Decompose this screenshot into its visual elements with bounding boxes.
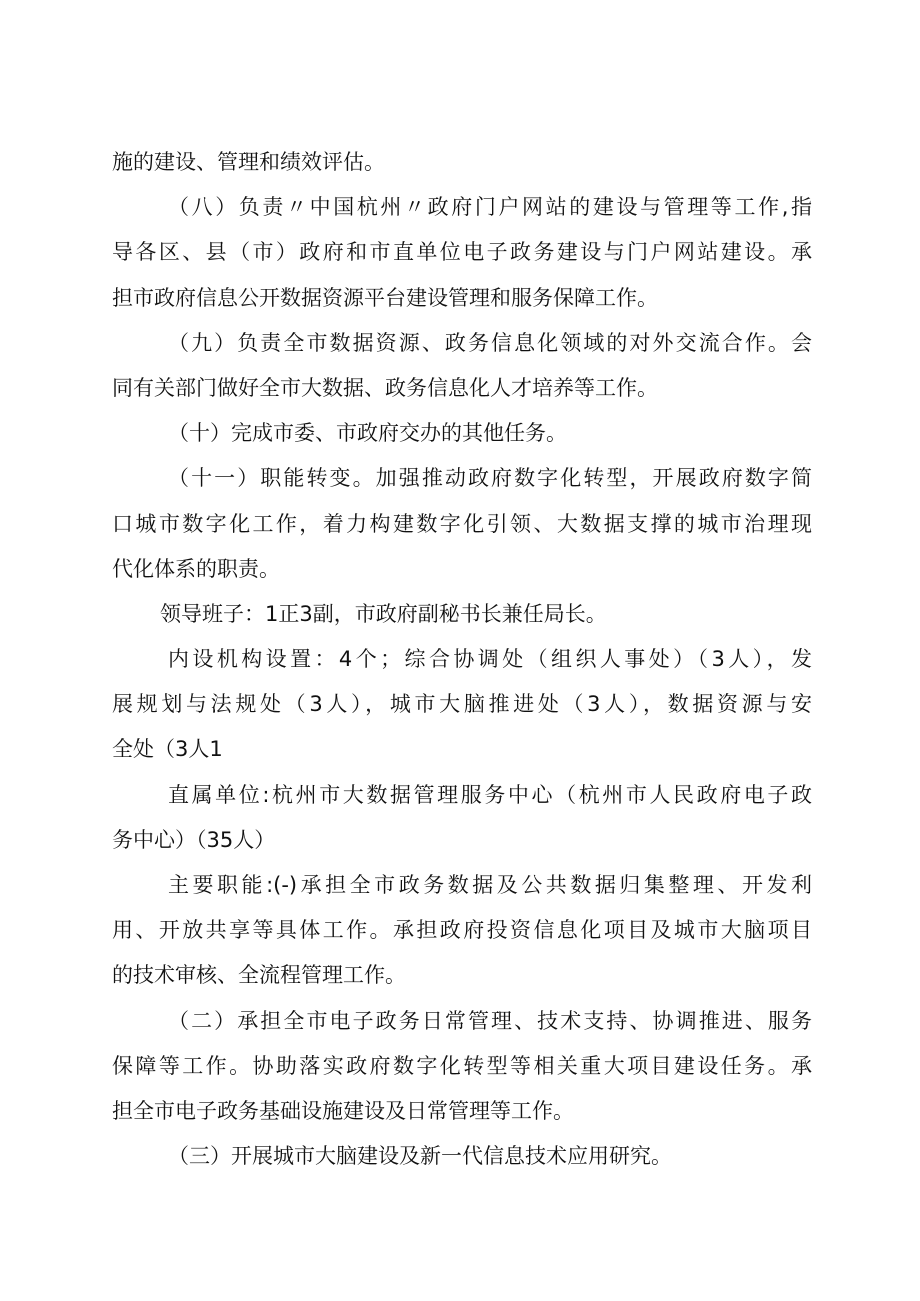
text-line: 施的建设、管理和绩效评估。: [112, 150, 385, 174]
leadership-line: 领导班子：1正3副，市政府副秘书长兼任局长。: [160, 601, 607, 626]
paragraph-10-line-1: （十）完成市委、市政府交办的其他任务。: [168, 421, 567, 446]
document-body: [112, 140, 812, 1179]
function-3-line-1: （三）开展城市大脑建设及新一代信息技术应用研究。: [168, 1144, 672, 1169]
paragraph-11-line-1: （十一）职能转变。加强推动政府数字化转型，开展政府数字简: [168, 466, 812, 491]
function-2-line-3: 担全市电子政务基础设施建设及日常管理等工作。: [112, 1098, 574, 1123]
paragraph-9-line-1: （九）负责全市数据资源、政务信息化领域的对外交流合作。会: [168, 330, 812, 355]
main-functions-line-3: 的技术审核、全流程管理工作。: [112, 963, 406, 988]
internal-structure-line-3: 全处（3人1: [112, 737, 223, 762]
paragraph-8-line-3: 担市政府信息公开数据资源平台建设管理和服务保障工作。: [112, 285, 658, 310]
affiliated-unit-line-1: 直属单位:杭州市大数据管理服务中心（杭州市人民政府电子政: [168, 782, 812, 807]
main-functions-line-1: 主要职能:(-)承担全市政务数据及公共数据归集整理、开发利: [168, 873, 812, 897]
main-functions-line-2: 用、开放共享等具体工作。承担政府投资信息化项目及城市大脑项目: [112, 918, 812, 943]
paragraph-11-line-2: 口城市数字化工作，着力构建数字化引领、大数据支撑的城市治理现: [112, 511, 812, 536]
paragraph-11-line-3: 代化体系的职责。: [112, 556, 280, 581]
paragraph-9-line-2: 同有关部门做好全市大数据、政务信息化人才培养等工作。: [112, 375, 658, 400]
internal-structure-line-1: 内设机构设置：4个；综合协调处（组织人事处）（3人），发: [168, 647, 812, 672]
function-2-line-1: （二）承担全市电子政务日常管理、技术支持、协调推进、服务: [168, 1008, 812, 1033]
affiliated-unit-line-2: 务中心）（35人）: [112, 827, 276, 852]
paragraph-8-line-2: 导各区、县（市）政府和市直单位电子政务建设与门户网站建设。承: [112, 240, 812, 265]
function-2-line-2: 保障等工作。协助落实政府数字化转型等相关重大项目建设任务。承: [112, 1053, 812, 1078]
internal-structure-line-2: 展规划与法规处（3人），城市大脑推进处（3人），数据资源与安: [112, 692, 812, 717]
paragraph-8-line-1: （八）负责〃中国杭州〃政府门户网站的建设与管理等工作,指: [168, 195, 812, 220]
